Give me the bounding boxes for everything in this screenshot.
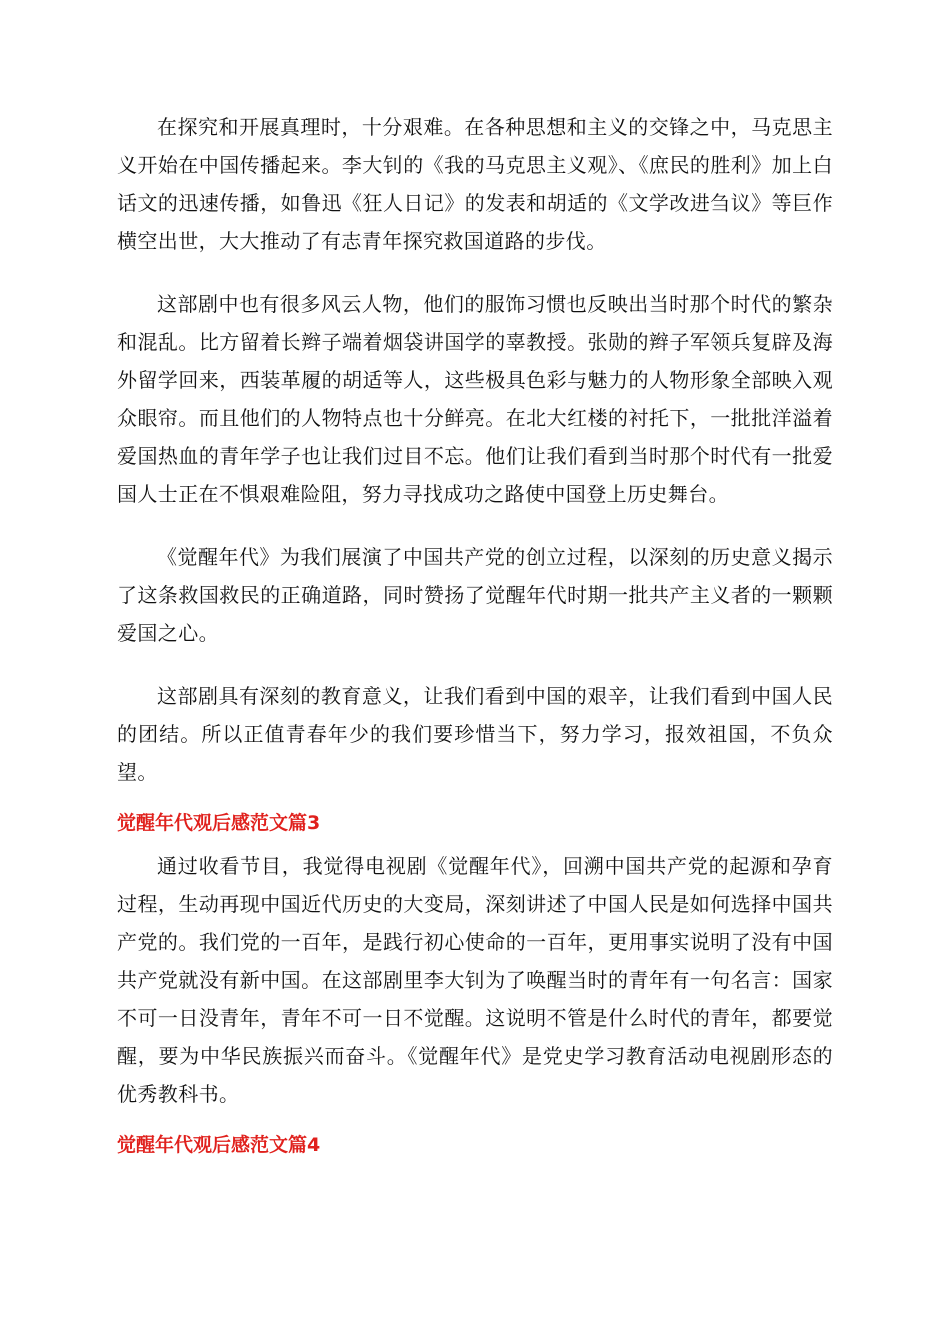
paragraph-party-founding: 《觉醒年代》为我们展演了中国共产党的创立过程，以深刻的历史意义揭示了这条救国救民的正确道路，同时赞扬了觉醒年代时期一批共产主义者的一颗颗爱国之心。 xyxy=(117,545,833,645)
paragraph-characters: 这部剧中也有很多风云人物，他们的服饰习惯也反映出当时那个时代的繁杂和混乱。比方留着长辫子端着烟袋讲国学的辜教授。张勋的辫子军领兵复辟及海外留学回来，西装革履的胡适等人，这些极具色彩与魅力的人物形象全部映入观众眼帘。而且他们的人物特点也十分鲜亮。在北大红楼的衬托下，一批批洋溢着爱国热血的青年学子也让我们过目不忘。他们让我们看到当时那个时代有一批爱国人士正在不惧艰难险阻，努力寻找成功之路使中国登上历史舞台。 xyxy=(117,292,833,506)
paragraph-marxism-spread: 在探究和开展真理时，十分艰难。在各种思想和主义的交锋之中，马克思主义开始在中国传播起来。李大钊的《我的马克思主义观》、《庶民的胜利》加上白话文的迅速传播，如鲁迅《狂人日记》的发表和胡适的《文学改进刍议》等巨作横空出世，大大推动了有志青年探究救国道路的步伐。 xyxy=(117,115,833,253)
section-heading-3: 觉醒年代观后感范文篇3 xyxy=(117,812,321,834)
paragraph-section-3: 通过收看节目，我觉得电视剧《觉醒年代》，回溯中国共产党的起源和孕育过程，生动再现中国近代历史的大变局，深刻讲述了中国人民是如何选择中国共产党的。我们党的一百年，是践行初心使命的一百年，更用事实说明了没有中国共产党就没有新中国。在这部剧里李大钊为了唤醒当时的青年有一句名言：国家不可一日没青年，青年不可一日不觉醒。这说明不管是什么时代的青年，都要觉醒，要为中华民族振兴而奋斗。《觉醒年代》是党史学习教育活动电视剧形态的优秀教科书。 xyxy=(117,854,833,1106)
document-body xyxy=(117,108,833,1169)
section-heading-4: 觉醒年代观后感范文篇4 xyxy=(117,1134,321,1156)
paragraph-education-meaning: 这部剧具有深刻的教育意义，让我们看到中国的艰辛，让我们看到中国人民的团结。所以正值青春年少的我们要珍惜当下，努力学习，报效祖国，不负众望。 xyxy=(117,684,833,784)
